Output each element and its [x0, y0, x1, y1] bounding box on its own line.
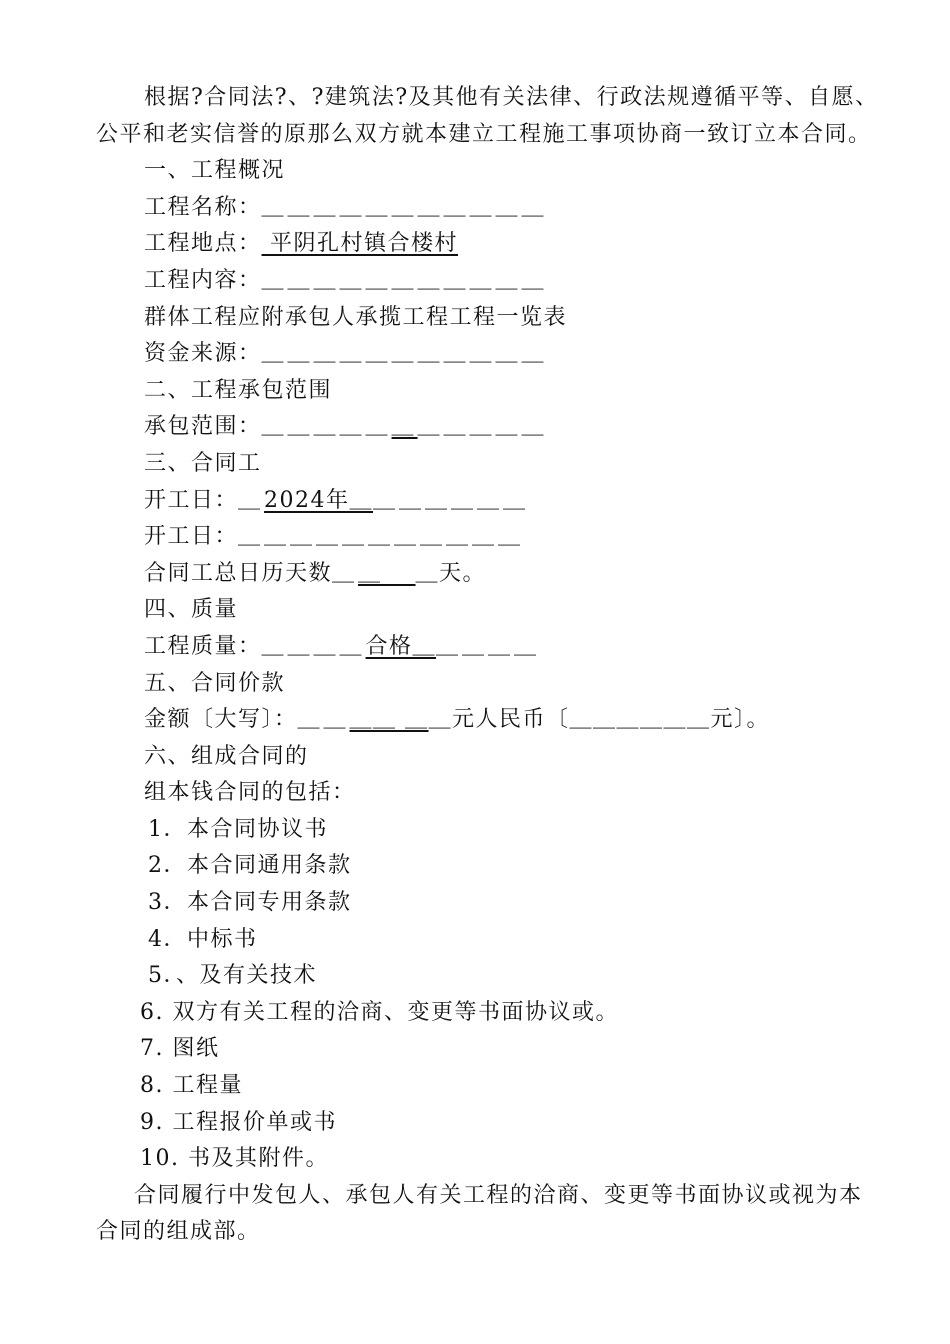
section-3-heading: 三、合同工: [144, 450, 262, 476]
list-item: 8. 工程量: [140, 1073, 243, 1099]
total-days-row: [96, 556, 886, 593]
scope-blank-post: ＿＿＿＿＿: [417, 414, 548, 440]
list-item: 1．本合同协议书: [148, 816, 328, 842]
amount-label: 金额〔大写〕：: [144, 707, 298, 733]
project-content-label: 工程内容：: [144, 267, 262, 293]
project-name-blank: ＿＿＿＿＿＿＿＿＿＿＿: [261, 194, 548, 220]
end-date-blank: ＿＿＿＿＿＿＿＿＿＿＿: [238, 524, 525, 550]
quality-post: ＿＿＿＿: [436, 633, 541, 659]
amount-row: [96, 702, 886, 739]
quality-label: 工程质量：: [144, 633, 262, 659]
total-days-pre: ＿: [332, 560, 359, 586]
section-4-heading: 四、质量: [144, 597, 239, 623]
group-project-note: 群体工程应附承包人承揽工程工程一览表: [144, 304, 568, 330]
project-name-label: 工程名称：: [144, 194, 262, 220]
list-item: 7. 图纸: [140, 1036, 220, 1062]
section-5-heading: 五、合同价款: [144, 670, 286, 696]
scope-blank-mid: ＿: [391, 414, 418, 440]
quality-value: 合格＿: [365, 633, 437, 659]
list-item: 6. 双方有关工程的洽商、变更等书面协议或。: [140, 999, 619, 1025]
section-6-heading: 六、组成合同的: [144, 743, 309, 769]
total-days-post: ＿天。: [415, 560, 487, 586]
closing-line-1: 合同履行中发包人、承包人有关工程的洽商、变更等书面协议或视为本: [134, 1182, 863, 1208]
scope-row: [96, 409, 886, 446]
project-content-blank: ＿＿＿＿＿＿＿＿＿＿＿: [261, 267, 548, 293]
intro-line-2: 公平和老实信誉的原那么双方就本建立工程施工事项协商一致订立本合同。: [96, 121, 872, 147]
contract-document: [96, 80, 886, 1251]
project-name-row: [96, 190, 886, 227]
end-date-label: 开工日：: [144, 524, 239, 550]
scope-blank-pre: ＿＿＿＿＿: [261, 414, 392, 440]
section-2-heading: 二、工程承包范围: [144, 377, 333, 403]
list-item: 5．、及有关技术: [148, 963, 317, 989]
quality-pre: ＿＿＿＿: [261, 633, 366, 659]
start-date-pre: ＿: [238, 487, 265, 513]
amount-value: ＿＿ ＿: [349, 707, 429, 733]
list-item: 3．本合同专用条款: [148, 890, 352, 916]
total-days-value: ＿: [358, 560, 416, 586]
list-item: 2．本合同通用条款: [148, 853, 352, 879]
closing-line-2: 合同的组成部。: [96, 1219, 261, 1245]
start-date-label: 开工日：: [144, 487, 239, 513]
start-date-post: ＿＿＿＿＿＿: [373, 487, 530, 513]
quality-row: [96, 629, 886, 666]
fund-source-row: [96, 336, 886, 373]
fund-source-blank: ＿＿＿＿＿＿＿＿＿＿＿: [261, 341, 548, 367]
end-date-row: [96, 519, 886, 556]
project-location-row: [96, 226, 886, 263]
project-location-label: 工程地点：: [144, 231, 262, 257]
start-date-row: [96, 483, 886, 520]
total-days-label: 合同工总日历天数: [144, 560, 333, 586]
list-item: 4．中标书: [148, 926, 258, 952]
list-item: 9. 工程报价单或书: [140, 1109, 337, 1135]
list-item: 10. 书及其附件。: [140, 1146, 329, 1172]
scope-label: 承包范围：: [144, 414, 262, 440]
section-6-intro: 组本钱合同的包括：: [144, 780, 356, 806]
project-content-row: [96, 263, 886, 300]
fund-source-label: 资金来源：: [144, 341, 262, 367]
project-location-value: 平阴孔村镇合楼村: [261, 231, 459, 257]
amount-post: ＿元人民币〔＿＿＿＿＿＿元〕。: [428, 707, 771, 733]
intro-line-1: 根据?合同法?、?建筑法?及其他有关法律、行政法规遵循平等、自愿、: [144, 85, 879, 110]
section-1-heading: 一、工程概况: [144, 158, 286, 184]
amount-pre: ＿＿: [297, 707, 350, 733]
start-date-value: 2024年＿: [264, 487, 374, 513]
